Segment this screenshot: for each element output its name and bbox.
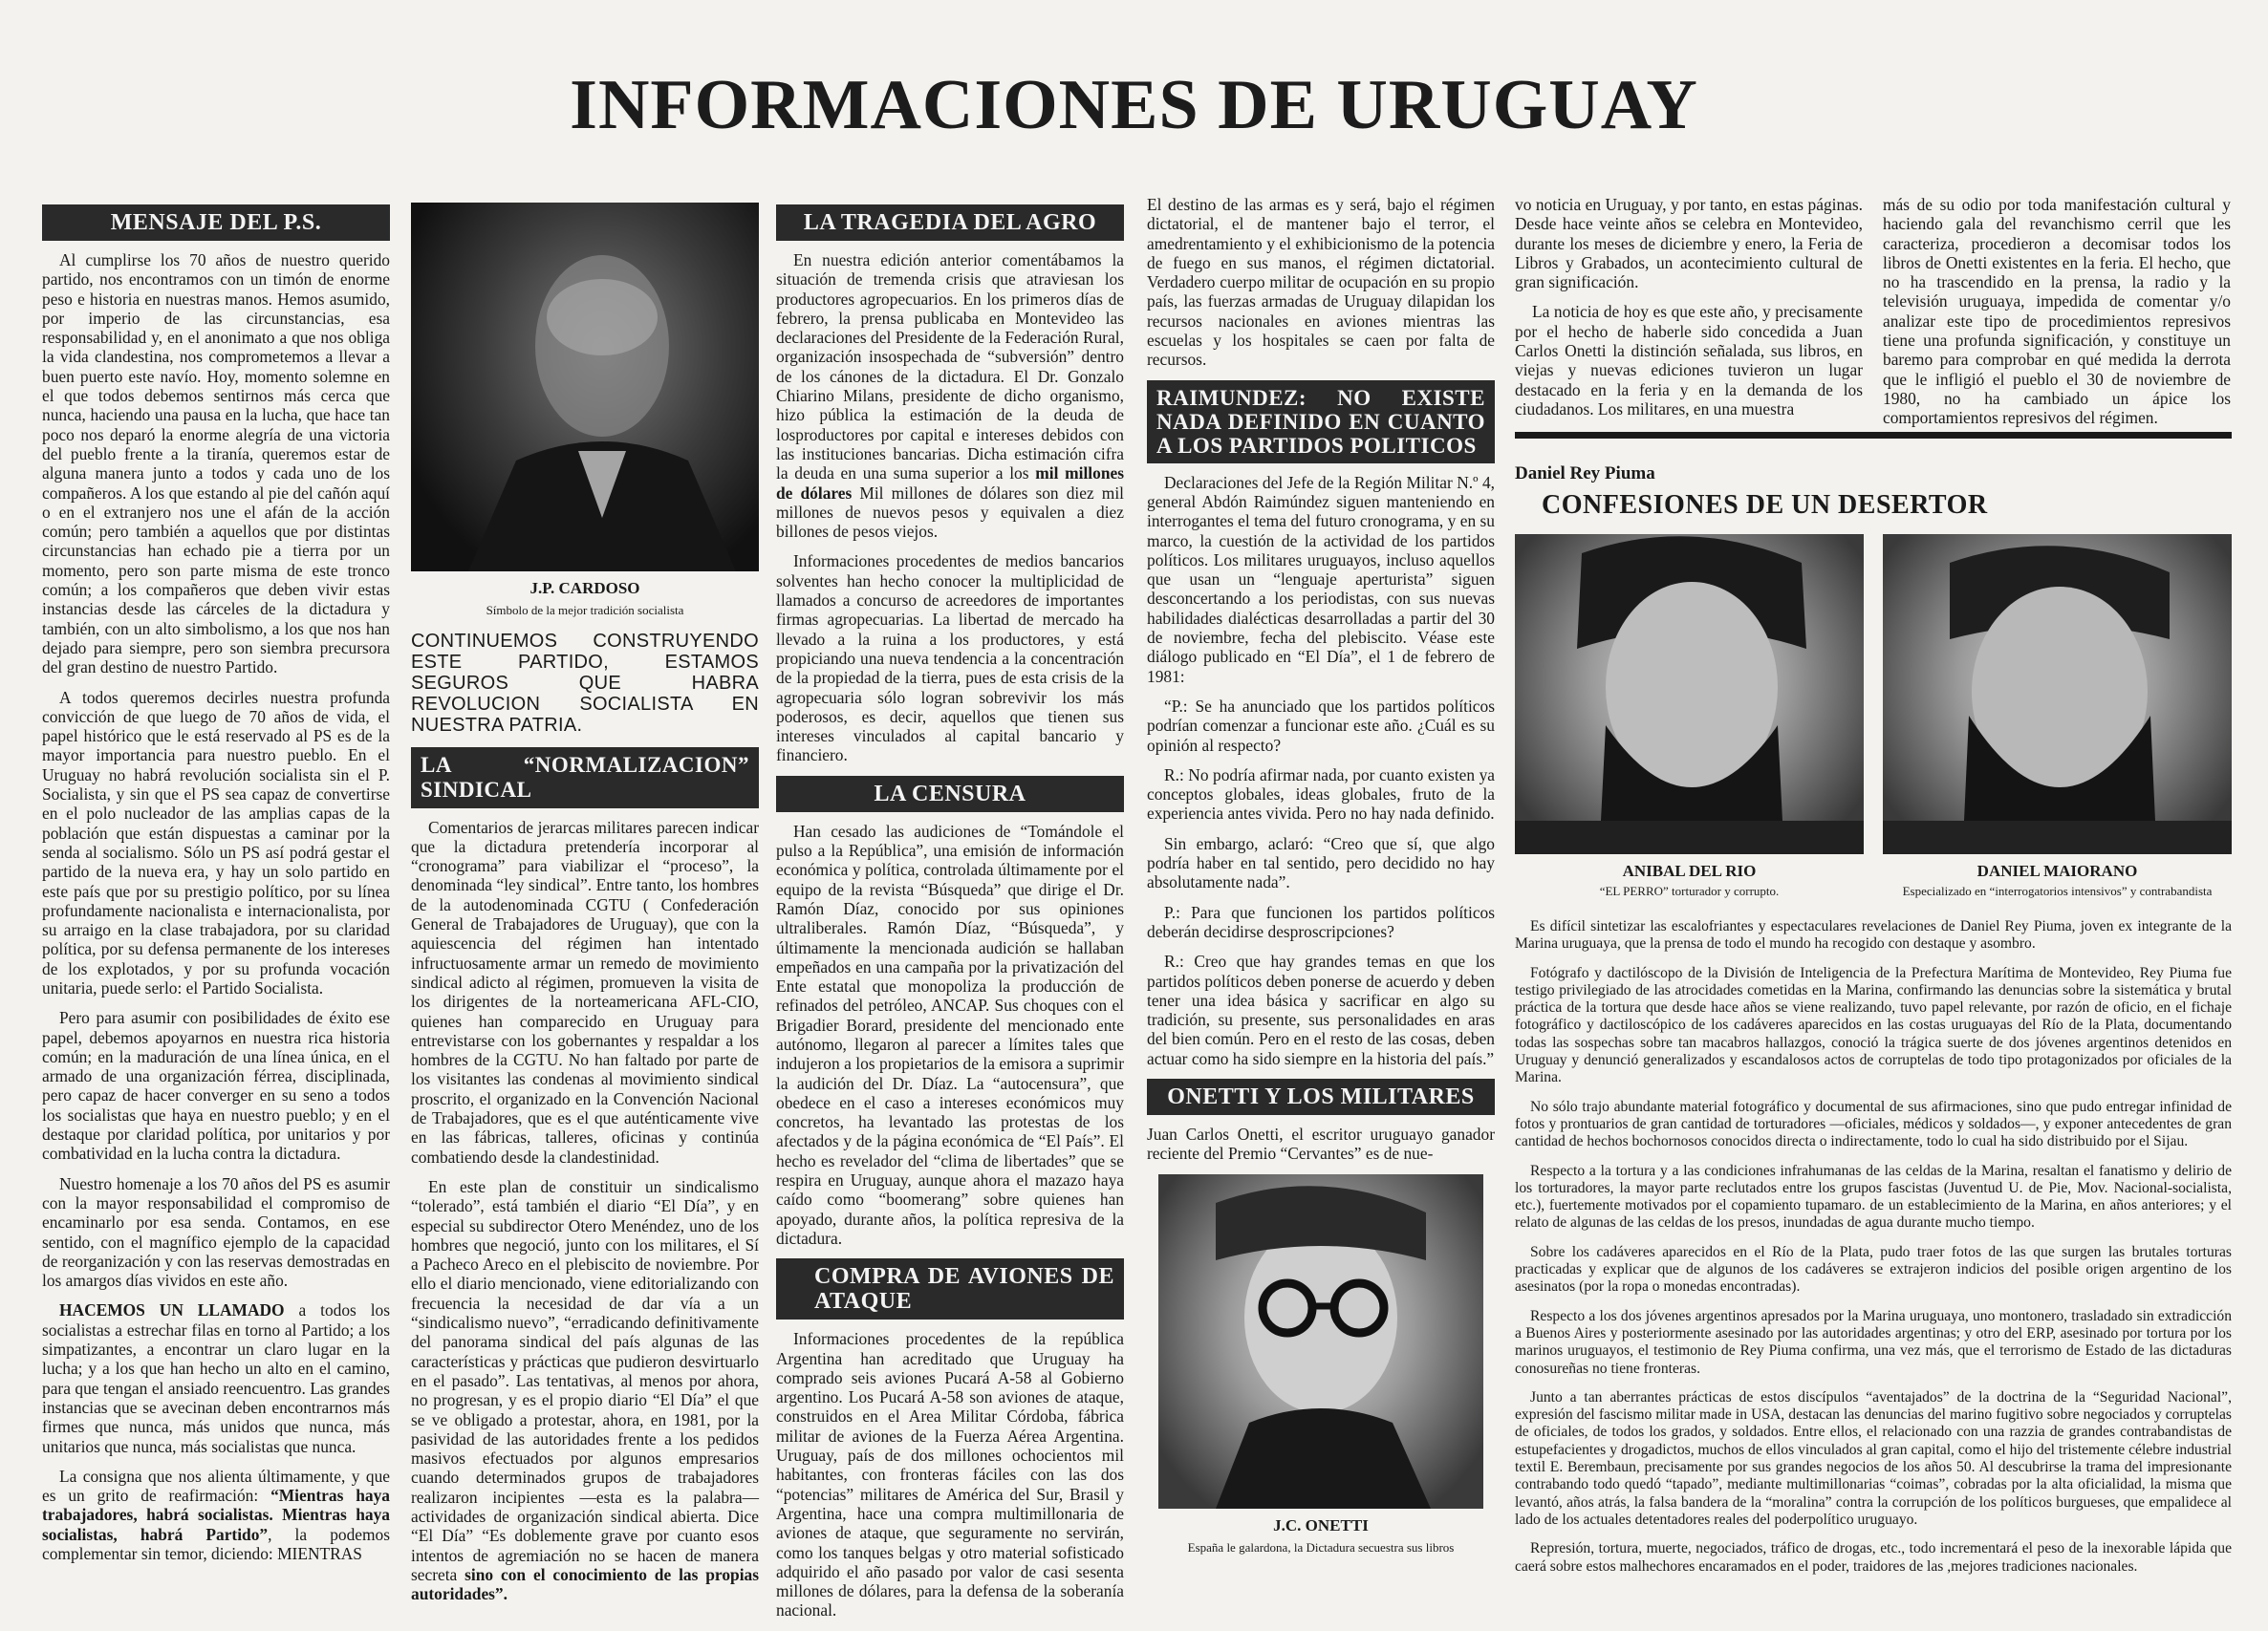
photo-block <box>1883 534 2232 899</box>
paragraph: Fotógrafo y dactilóscopo de la División de Inteligencia de la Prefectura Marítima de Montevideo, Rey Piuma fue testigo privilegiado de las atrocidades cometidas en la Marina, confirmando las denuncias sobre la sistemática y brutal práctica de la tortura que desde hace años se viene realizando, tuvo papel relevante, por razón de oficio, en el fichaje fotográfico y dactiloscópico de los cadáveres aparecidos en las costas uruguayas del Río de la Plata, documentando todas las sospechas sobre tan macabros hallazgos, conoció la trágica suerte de dos jóvenes argentinos detenidos en Uruguay y denunció generalizados y escandalosos actos de corruptelas de todo tipo protagonizados por oficiales de la Marina. <box>1515 964 2232 1086</box>
section-title: CONFESIONES DE UN DESERTOR <box>1542 490 1988 520</box>
paragraph: A todos queremos decirles nuestra profunda convicción de que luego de 70 años de vida, el papel histórico que le está reservado al PS es de la mayor importancia para nuestro pueblo. En el Uruguay no habrá revolución socialista sin el P. Socialista, y sin que el PS sea capaz de convertirse en el polo nucleador de las amplias capas de la población que están dispuestas a caminar por la senda al socialismo. Sólo un PS así podrá gestar el partido de la nueva era, y hay un solo partido en este país que por su prestigio político, por su línea profundamente nacionalista e internacionalista, por su arraigo en la clase trabajadora, por su claridad política, por su defensa permanente de los intereses de los explotados, y por su profunda vocación unitaria, puede serlo: el Partido Socialista. <box>42 687 390 998</box>
caption-name: J.P. CARDOSO <box>529 579 640 597</box>
text: , la podemos complementar sin temor, diciendo: MIENTRAS <box>42 1524 390 1563</box>
paragraph: No sólo trajo abundante material fotográfico y documental de sus afirmaciones, sino que pudo entregar infinidad de fotos y prontuarios de gran cantidad de torturadores —oficiales, médicos y soldados—, y exponer antecedentes de gran cantidad de hechos bochornosos conocidos directa o indirectamente, todo lo cual ha sido distribuido por el Sijau. <box>1515 1098 2232 1150</box>
heading-onetti: ONETTI Y LOS MILITARES <box>1147 1079 1495 1115</box>
divider <box>1515 432 2232 439</box>
paragraph: más de su odio por toda manifestación cultural y haciendo gala del revanchismo cerril que les caracteriza, procedieron a decomisar todos los libros de Onetti existentes en la feria. El hecho, que no ha trascendido en la prensa, la radio y la televisión uruguaya, impedida de comentar y/o analizar este tipo de procedimientos represivos tiene una profunda significación, y constituye un baremo para comprobar en qué medida la derrota que le infligió el pueblo el 30 de noviembre de 1980, no ha cambiado un ápice los comportamientos represivos del régimen. <box>1883 195 2231 428</box>
paragraph <box>776 250 1124 541</box>
photo-maiorano <box>1883 534 2232 854</box>
paragraph: Es difícil sintetizar las escalofriantes y espectaculares revelaciones de Daniel Rey Piuma, joven ex integrante de la Marina uruguaya, que la prensa de todo el mundo ha recogido con destaque y asombro. <box>1515 918 2232 953</box>
heading-normalizacion: LA “NORMALIZACION” SINDICAL <box>411 747 759 808</box>
column-normalizacion <box>411 203 759 1614</box>
paragraph: P.: Para que funcionen los partidos políticos deberán decidirse desproscripciones? <box>1147 902 1495 941</box>
paragraph: Informaciones procedentes de la república Argentina han acreditado que Uruguay ha comprado seis aviones Pucará A-58 al Gobierno argentino. Los Pucará A-58 son aviones de ataque, construidos en el Area Militar Córdoba, fábrica militar de aviones de la Fuerza Aérea Argentina. Uruguay, país de dos millones ochocientos mil habitantes, con fronteras fáciles con las dos “potencias” militares de América del Sur, Brasil y Argentina, hace una compra multimillonaria de aviones de ataque, que seguramente no servirán, como los tanques belgas y otro material sofisticado adquirido el año pasado por valor de casi sesenta millones de dólares, para la defensa de la soberanía nacional. <box>776 1329 1124 1620</box>
heading-agro: LA TRAGEDIA DEL AGRO <box>776 204 1124 241</box>
paragraph: Informaciones procedentes de medios bancarios solventes han hecho conocer la multiplicidad de llamados a concurso de acreedores de importantes firmas agropecuarias. La libertad de mercado ha llevado a la ruina a los productores, y está propiciando una nueva tendencia a la concentración de la propiedad de la tierra, pues de esta crisis de la agropecuaria sólo logran sobrevivir los más poderosos, es decir, aquellos que tienen sus intereses vinculados al capital bancario y financiero. <box>776 551 1124 765</box>
byline: Daniel Rey Piuma <box>1515 463 1655 483</box>
photo-block <box>1515 534 1864 899</box>
portrait-icon <box>1158 1174 1483 1509</box>
portrait-icon <box>1515 534 1864 854</box>
paragraph: Han cesado las audiciones de “Tomándole el pulso a la República”, una emisión de información económica y política, controlada últimamente por el equipo de la revista “Búsqueda” que dirige el Dr. Ramón Díaz, conocido por sus opiniones ultraliberales. Ramón Díaz, “Búsqueda”, y últimamente la mencionada audición se hallaban empeñados en una campaña por la privatización del Ente estatal que monopoliza la producción de refinados del petróleo, ANCAP. Sus choques con el Brigadier Borard, presidente del mencionado ente autónomo, llegaron al parecer a límites tales que indujeron a los propietarios de la emisora a suprimir la audición del Dr. Díaz. La “autocensura”, que obedece en el caso a intereses económicos muy concretos, ha levantado las protestas de los afectados y de la página económica de “El País”. El hecho es revelador del “clima de libertades” que se respira en Uruguay, aunque ahora el mazazo haya caído como “boomerang” sobre quienes han apoyado, durante años, la política represiva de la dictadura. <box>776 821 1124 1248</box>
photo-row <box>1515 534 2232 899</box>
bold-text: “Mientras haya trabajadores, habrá socialistas. Mientras haya socialistas, habrá Partido” <box>42 1486 390 1544</box>
article-body <box>1515 918 2232 1576</box>
paragraph: Junto a tan aberrantes prácticas de estos discípulos “aventajados” de la doctrina de la “Seguridad Nacional”, expresión del fascismo militar made in USA, destacan las denuncias del marino fugitivo sobre negociados y corruptelas de oficiales, de todos los grados, y soldados. Entre ellos, el relacionado con una razzia de grandes contrabandistas de estupefacientes y drogadictos, muchos de ellos vinculados al gran capital, como el hijo del tristemente célebre industrial textil E. Berembaun, precisamente por sus grandes negocios de los años 50. Al descubrirse la trama del impresionante contrabando todo quedó “tapado”, mediante multimillonarias “coimas”, cobradas por la alta oficialidad, la misma que levantó, años atrás, la falsa bandera de la “moralina” contra la corrupción de los políticos burgueses, que empalidece al lado de los actuales detentadores reales del poderpolítico uruguayo. <box>1515 1388 2232 1528</box>
photo-onetti <box>1158 1174 1483 1509</box>
paragraph: “P.: Se ha anunciado que los partidos políticos podrían comenzar a funcionar este año. ¿Cuál es su opinión al respecto? <box>1147 696 1495 755</box>
photo-del-rio <box>1515 534 1864 854</box>
paragraph: Pero para asumir con posibilidades de éxito ese papel, debemos apoyarnos en nuestra rica historia común; en la maduración de una línea única, en el armado de una organización férrea, disciplinada, pero capaz de hacer converger en su seno a todos los socialistas que haya en nuestro pueblo; y en el destaque por claridad política, por unitarios y por combatividad en la lucha contra la dictadura. <box>42 1008 390 1164</box>
caption-name: DANIEL MAIORANO <box>1976 862 2138 880</box>
text: a todos los socialistas a estrechar filas en torno al Partido; a los simpatizantes, a encontrar un claro lugar en la lucha; y a los que han hecho un alto en el camino, para que tengan el ansiado reencuentro. Las grandes instancias que se avecinan deben encontrarnos más firmes que nunca, más unidos que nunca, más unitarios que nunca, más socialistas que nunca. <box>42 1300 390 1456</box>
paragraph: Respecto a la tortura y a las condiciones infrahumanas de las celdas de la Marina, resaltan el fanatismo y delirio de los torturadores, la mayor parte reclutados entre los grupos fascistas (Juventud U. de Pie, Mov. Nacional-socialista, etc.), fuertemente motivados por el copamiento tupamaro. de un establecimiento de la Marina, en años anteriores; y el relato de algunas de las celdas de los presos, inundadas de agua durante mucho tiempo. <box>1515 1162 2232 1232</box>
column-raimundez <box>1147 195 1495 1557</box>
paragraph: R.: Creo que hay grandes temas en que los partidos políticos deben ponerse de acuerdo y deben tener una idea básica y sacrificar en algo su tradición, su presente, sus personalidades en aras del bien común. Pero en el resto de las cosas, deben actuar como ha sido siempre en la historia del país.” <box>1147 952 1495 1068</box>
paragraph: Respecto a los dos jóvenes argentinos apresados por la Marina uruguaya, uno montonero, trasladado sin extradicción a Buenos Aires y posteriormente asesinado por las autoridades argentinas; y otro del ERP, asesinado por tortura por los marinos uruguayos, el testimonio de Rey Piuma confirma, una vez más, que el terrorismo de Estado de las dictaduras conosureñas no tiene fronteras. <box>1515 1307 2232 1377</box>
column-agro <box>776 204 1124 1631</box>
paragraph: Sobre los cadáveres aparecidos en el Río de la Plata, pudo traer fotos de las que surgen las brutales torturas practicadas y explicar que de algunos de los cadáveres se extrajeron indicios del posible origen argentino de los asesinatos (por la ropa o monedas encontradas). <box>1515 1243 2232 1296</box>
text: En este plan de constituir un sindicalismo “tolerado”, está también el diario “El Día”, y en especial su subdirector Otero Menéndez, uno de los hombres que negoció, junto con los militares, el Sí a Pacheco Areco en el plebiscito de noviembre. Por ello el diario mencionado, viene editorializando con frecuencia la necesidad de dar vía a un “sindicalismo nuevo”, “erradicando definitivamente del panorama sindical del país algunas de las características y prácticas que pudieron desvirtuarlo en el pasado”. Las tentativas, al menos por ahora, no progresan, y es el propio diario “El Día” el que se ve obligado a protestar, ahora, en 1981, por la pasividad de las autoridades frente a los pedidos masivos efectuados por algunos empresarios cuando determinados grupos de trabajadores realizaron incipientes —esta es la palabra— actividades de organización sindical abierta. Dice “El Día” “Es doblemente grave por cuanto esos intentos de agremiación no se hacen de manera secreta <box>411 1176 759 1584</box>
bold-text: mil millones de dólares <box>776 463 1124 503</box>
bold-text: sino con el conocimiento de las propias autoridades”. <box>411 1564 759 1604</box>
column-onetti-end <box>1883 195 2231 439</box>
caption-name: J.C. ONETTI <box>1273 1515 1369 1534</box>
paragraph: Al cumplirse los 70 años de nuestro querido partido, nos encontramos con un timón de enorme peso e historia en nuestras manos. Hemos asumido, por imperio de las circunstancias, esa responsabilidad y, en el anonimato a que nos obliga la vida clandestina, nos comprometemos a llevar a buen puerto este navío. Hoy, momento solemne en el que todos debemos sentirnos más cerca que nunca, haciendo una pausa en la lucha, que hace tan poco nos deparó la enorme alegría de una victoria del pueblo frente a la tiranía, queremos estar de alguna manera junto a todos y cada uno de los compañeros. A los que estando al pie del cañón aquí o en el extranjero nos une el afán de la acción común; pero también a aquellos que por distintas circunstancias han echado pie a tierra por un momento, pero son parte misma de este tronco común; a los compañeros que deben vivir estas instancias desde las cárceles de la dictadura y también, con un alto simbolismo, a los que nos han dejado para siempre, pero son siembra precursora del gran destino de nuestro Partido. <box>42 250 390 677</box>
portrait-icon <box>411 203 759 571</box>
paragraph: El destino de las armas es y será, bajo el régimen dictatorial, el de mantener bajo el terror, el amedrentamiento y el exhibicionismo de la potencia de fuego en sus manos, el régimen dictatorial. Verdadero cuerpo militar de ocupación en su propio país, las fuerzas armadas de Uruguay dilapidan los recursos nacionales en aviones mientras las escuelas y los hospitales se caen por falta de recursos. <box>1147 195 1495 370</box>
paragraph: Juan Carlos Onetti, el escritor uruguayo ganador reciente del Premio “Cervantes” es de nue- <box>1147 1124 1495 1164</box>
paragraph <box>42 1300 390 1455</box>
photo-cardoso <box>411 203 759 571</box>
section-confesiones <box>1515 463 2232 1587</box>
text: La consigna que nos alienta últimamente, y que es un grito de reafirmación: <box>42 1466 390 1506</box>
paragraph: vo noticia en Uruguay, y por tanto, en estas páginas. Desde hace veinte años se celebra en Montevideo, durante los meses de diciembre y enero, la Feria de Libros y Grabados, un acontecimiento cultural de gran significación. <box>1515 195 1863 292</box>
heading-aviones: COMPRA DE AVIONES DE ATAQUE <box>776 1258 1124 1320</box>
paragraph: Nuestro homenaje a los 70 años del PS es asumir con la mayor responsabilidad el compromiso de encaminarlo por esa senda. Contamos, en ese sentido, con el magnífico ejemplo de la capacidad de reorganización y con las reservas demostradas en los amargos días vividos en este año. <box>42 1173 390 1291</box>
paragraph: Declaraciones del Jefe de la Región Militar N.º 4, general Abdón Raimúndez siguen manteniendo en interrogantes el tema del futuro cronograma, y en su marco, la cuestión de la actividad de los partidos políticos. Los militares uruguayos, incluso aquellos que usan un “lenguaje aperturista” siguen desconcertando a los periodistas, con sus nuevas habilidades dialécticas desarrolladas a partir del 30 de noviembre, fecha del plebiscito. Véase este diálogo publicado en “El Día”, el 1 de febrero de 1981: <box>1147 472 1495 686</box>
paragraph <box>411 1177 759 1604</box>
paragraph: Comentarios de jerarcas militares parecen indicar que la dictadura pretendería incorporar al “cronograma” para viabilizar el “proceso”, la denominada “ley sindical”. Entre tanto, los hombres de la autodenominada CGTU ( Confederación General de Trabajadores de Uruguay), que con la aquiescencia del régimen han intentado infructuosamente armar un remedo de movimiento sindical adicto al régimen, promueven la visita de los dirigentes de la norteamericana AFL-CIO, quienes han comparecido en Uruguay para entrevistarse con los gobernantes y respaldar a los hombres de la CGTU. No han faltado por parte de los visitantes las condenas al movimiento sindical proscrito, el organizado en la Convención Nacional de Trabajadores, que es el que auténticamente vive en las fábricas, talleres, oficinas y continúa combatiendo desde la clandestinidad. <box>411 817 759 1167</box>
bold-text: HACEMOS UN LLAMADO <box>59 1300 285 1320</box>
caption-sub: Especializado en “interrogatorios intensivos” y contrabandista <box>1902 884 2213 898</box>
paragraph: Sin embargo, aclaró: “Creo que sí, que algo podría haber en tal sentido, pero decidido no hay absolutamente nada”. <box>1147 833 1495 892</box>
paragraph: R.: No podría afirmar nada, por cuanto existen ya conceptos globales, ideas globales, fruto de la experiencia antes vivida. Pero no hay nada definido. <box>1147 764 1495 824</box>
caption-sub: “EL PERRO” torturador y corrupto. <box>1599 884 1780 898</box>
paragraph <box>42 1467 390 1563</box>
column-onetti-cont <box>1515 195 1863 429</box>
text: Mil millones de dólares son diez mil millones de nuevos pesos y equivalen a diez billones de pesos viejos. <box>776 483 1124 542</box>
heading-raimundez: RAIMUNDEZ: NO EXISTE NADA DEFINIDO EN CUANTO A LOS PARTIDOS POLITICOS <box>1147 380 1495 463</box>
caption-sub: Símbolo de la mejor tradición socialista <box>486 603 684 618</box>
portrait-icon <box>1883 534 2232 854</box>
paragraph: Represión, tortura, muerte, negociados, tráfico de drogas, etc., todo incrementará el peso de la inexorable lápida que caerá sobre estos malhechores encaramados en el poder, traidores de las ,mejores tradiciones nacionales. <box>1515 1540 2232 1575</box>
page-title: INFORMACIONES DE URUGUAY <box>570 66 1698 144</box>
text: En nuestra edición anterior comentábamos la situación de tremenda crisis que atraviesan los productores agropecuarios. En los primeros días de febrero, la prensa publicaba en Montevideo las declaraciones del Presidente de la Federación Rural, organización insospechada de “subversión” dentro de los cánones de la dictadura. El Dr. Gonzalo Chiarino Milans, presidente de dicho organismo, hizo pública la estimación de la deuda de losproductores por capital e intereses debidos con las instituciones bancarias. Dicha estimación cifra la deuda en una suma superior a los <box>776 250 1124 483</box>
emphasis-block: CONTINUEMOS CONSTRUYENDO ESTE PARTIDO, ESTAMOS SEGUROS QUE HABRA REVOLUCION SOCIALISTA EN NUESTRA PATRIA. <box>411 630 759 736</box>
column-mensaje <box>42 204 390 1574</box>
caption-sub: España le galardona, la Dictadura secuestra sus libros <box>1187 1539 1455 1555</box>
caption-name: ANIBAL DEL RIO <box>1622 862 1757 880</box>
heading-censura: LA CENSURA <box>776 776 1124 812</box>
paragraph: La noticia de hoy es que este año, y precisamente por el hecho de haberle sido concedida a Juan Carlos Onetti la distinción señalada, sus libros, en viejas y nuevas ediciones tuvieron un lugar destacado en la feria y en la demanda de los ciudadanos. Los militares, en una muestra <box>1515 302 1863 418</box>
heading-mensaje: MENSAJE DEL P.S. <box>42 204 390 241</box>
